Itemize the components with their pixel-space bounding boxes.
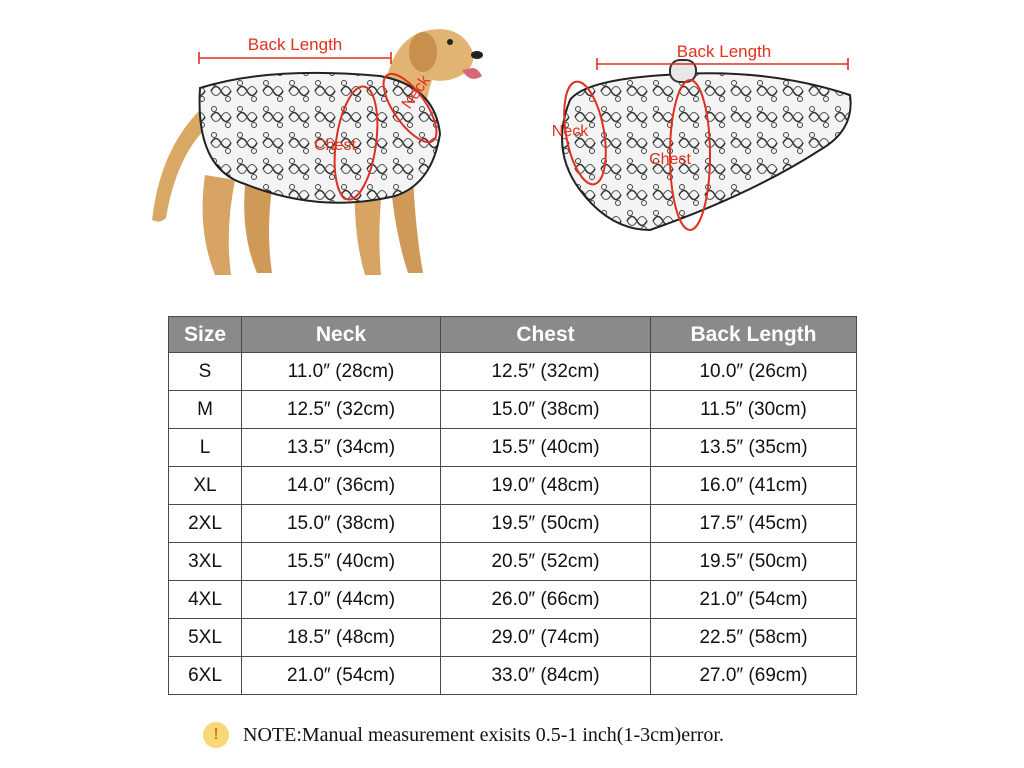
header-back-length: Back Length xyxy=(651,317,857,353)
size-chart-table xyxy=(168,316,857,695)
table-row xyxy=(169,581,857,619)
cell-chest: 26.0″ (66cm) xyxy=(441,581,651,619)
cell-back-length: 13.5″ (35cm) xyxy=(651,429,857,467)
table-row xyxy=(169,657,857,695)
cell-chest: 33.0″ (84cm) xyxy=(441,657,651,695)
table-row xyxy=(169,505,857,543)
cell-back-length: 16.0″ (41cm) xyxy=(651,467,857,505)
table-row xyxy=(169,467,857,505)
cell-neck: 17.0″ (44cm) xyxy=(242,581,441,619)
right-back-length-label: Back Length xyxy=(676,42,772,61)
header-neck: Neck xyxy=(242,317,441,353)
cell-neck: 14.0″ (36cm) xyxy=(242,467,441,505)
right-neck-label: Neck xyxy=(551,123,589,140)
cell-size: 3XL xyxy=(169,543,242,581)
cell-neck: 21.0″ (54cm) xyxy=(242,657,441,695)
cell-back-length: 11.5″ (30cm) xyxy=(651,391,857,429)
cell-size: 4XL xyxy=(169,581,242,619)
table-row xyxy=(169,429,857,467)
left-neck-label: Neck xyxy=(398,72,434,113)
cell-size: XL xyxy=(169,467,242,505)
cell-chest: 15.0″ (38cm) xyxy=(441,391,651,429)
cell-neck: 18.5″ (48cm) xyxy=(242,619,441,657)
cell-size: L xyxy=(169,429,242,467)
cell-chest: 19.5″ (50cm) xyxy=(441,505,651,543)
measurement-diagram xyxy=(0,0,1024,300)
table-row xyxy=(169,353,857,391)
cell-back-length: 22.5″ (58cm) xyxy=(651,619,857,657)
cell-size: M xyxy=(169,391,242,429)
cell-back-length: 21.0″ (54cm) xyxy=(651,581,857,619)
table-row xyxy=(169,391,857,429)
cell-neck: 15.5″ (40cm) xyxy=(242,543,441,581)
table-row xyxy=(169,543,857,581)
exclamation-icon: ! xyxy=(203,722,229,748)
cell-back-length: 17.5″ (45cm) xyxy=(651,505,857,543)
cell-chest: 29.0″ (74cm) xyxy=(441,619,651,657)
cell-chest: 19.0″ (48cm) xyxy=(441,467,651,505)
cell-neck: 11.0″ (28cm) xyxy=(242,353,441,391)
measurement-note xyxy=(203,722,724,748)
cell-chest: 15.5″ (40cm) xyxy=(441,429,651,467)
cell-size: S xyxy=(169,353,242,391)
cell-neck: 13.5″ (34cm) xyxy=(242,429,441,467)
cell-size: 5XL xyxy=(169,619,242,657)
table-header-row xyxy=(169,317,857,353)
cell-neck: 12.5″ (32cm) xyxy=(242,391,441,429)
cell-back-length: 19.5″ (50cm) xyxy=(651,543,857,581)
note-text: NOTE:Manual measurement exisits 0.5-1 inch(1-3cm)error. xyxy=(243,723,724,746)
cell-back-length: 27.0″ (69cm) xyxy=(651,657,857,695)
table-row xyxy=(169,619,857,657)
cell-neck: 15.0″ (38cm) xyxy=(242,505,441,543)
right-chest-label: Chest xyxy=(649,151,691,168)
left-back-length-label: Back Length xyxy=(247,35,343,54)
cell-back-length: 10.0″ (26cm) xyxy=(651,353,857,391)
left-chest-label: Chest xyxy=(314,137,356,154)
cell-size: 6XL xyxy=(169,657,242,695)
cell-chest: 12.5″ (32cm) xyxy=(441,353,651,391)
header-size: Size xyxy=(169,317,242,353)
cell-size: 2XL xyxy=(169,505,242,543)
cell-chest: 20.5″ (52cm) xyxy=(441,543,651,581)
header-chest: Chest xyxy=(441,317,651,353)
